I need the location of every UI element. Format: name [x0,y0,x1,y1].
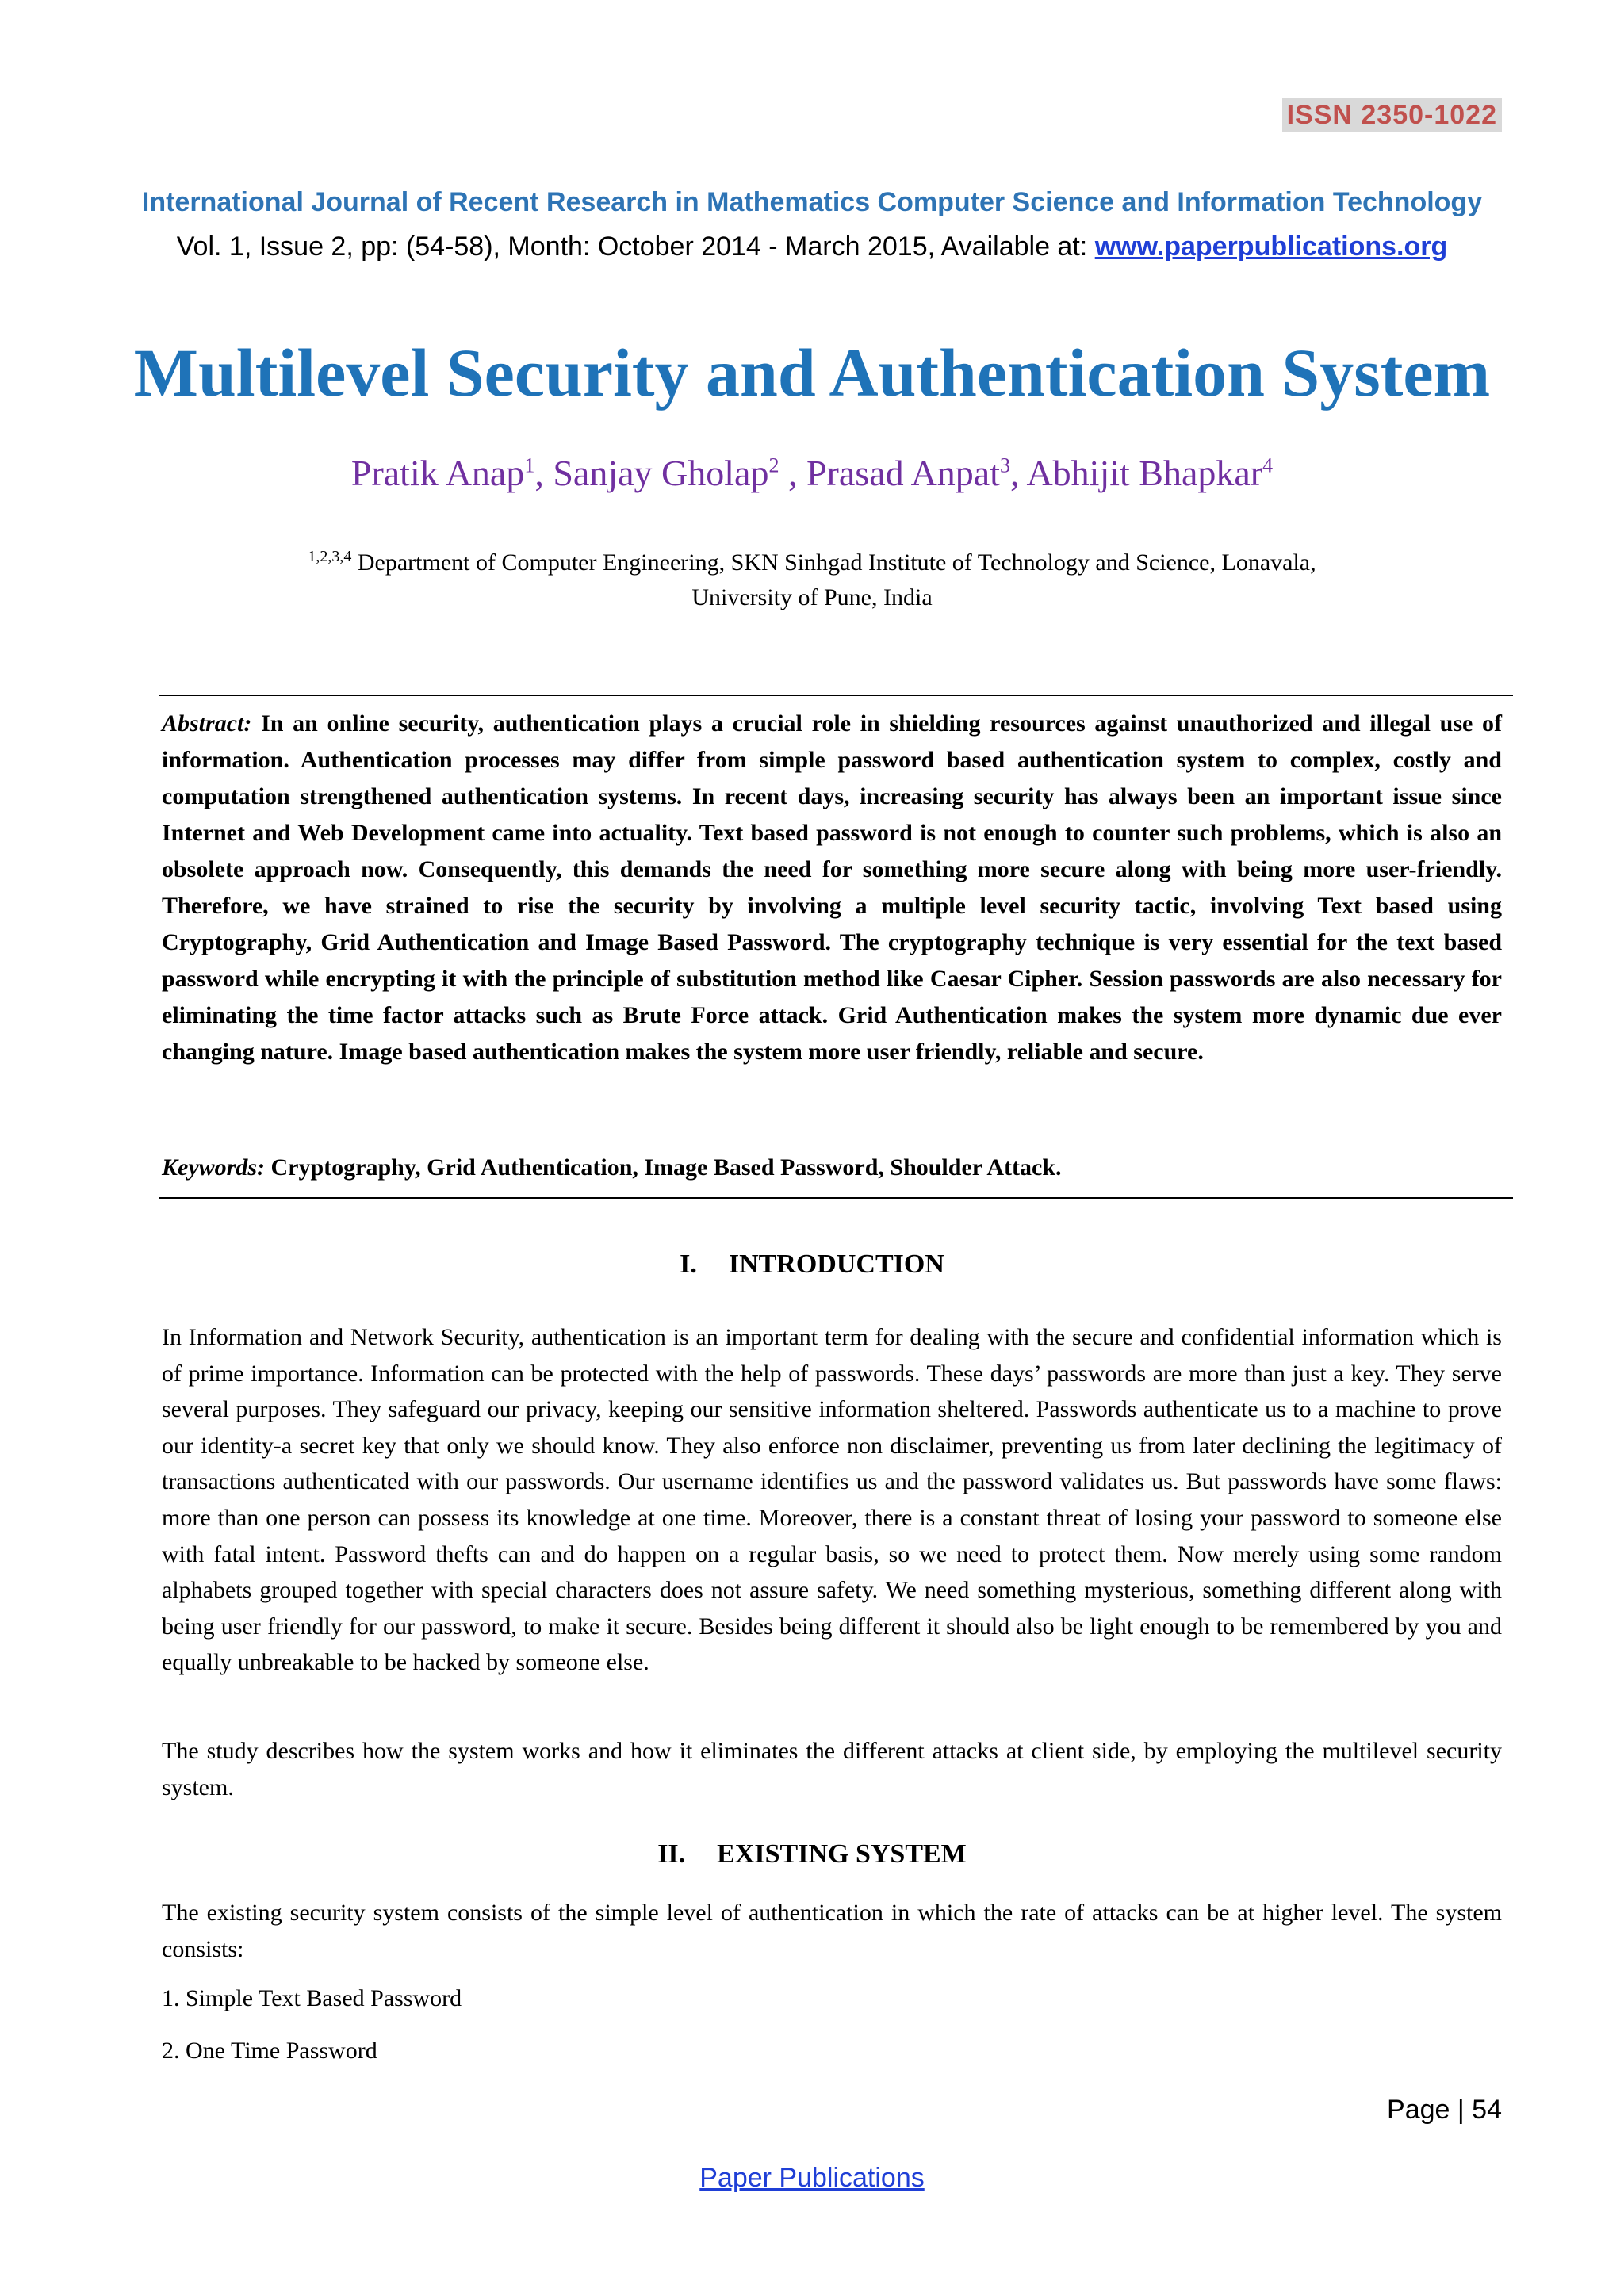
publisher-link[interactable]: Paper Publications [699,2163,925,2193]
journal-name: International Journal of Recent Research in Mathematics Computer Science and Information Technology [141,187,1483,217]
abstract-label: Abstract: [162,710,252,737]
author-name: Pratik Anap [350,453,525,493]
author-list: Pratik Anap$^1$, Sanjay Gholap$^2$ , Prasad Anpat$^3$, Abhijit Bhapkar$^4$ [350,453,1274,493]
list-item: 1. Simple Text Based Password [162,1985,462,2011]
website-link[interactable]: www.paperpublications.org [1094,232,1448,262]
author-name: Prasad Anpat [806,453,1000,493]
keywords [162,1154,1502,1181]
section-title: INTRODUCTION [728,1249,944,1279]
introduction-paragraph-2: The study describes how the system works and how it eliminates the different attacks at client side, by employing the multilevel security system. [162,1738,1502,1800]
keywords-label: Keywords: [162,1154,265,1181]
issn-badge: ISSN 2350-1022 [1282,98,1502,132]
section-number: I. [680,1249,697,1279]
affiliation-line1: Department of Computer Engineering, SKN Sinhgad Institute of Technology and Science, Lonavala, [351,549,1316,576]
abstract-text: In an online security, authentication plays a crucial role in shielding resources against unauthorized and illegal use of information. Authentication processes may differ from simple password based authentication system to complex, costly and computation strengthened authentication systems. In recent days, increasing security has always been an important issue since Internet and Web Development came into actuality. Text based password is not enough to counter such problems, which is also an obsolete approach now. Consequently, this demands the need for something more secure along with being more user-friendly. Therefore, we have strained to rise the security by involving a multiple level security tactic, involving Text based using Cryptography, Grid Authentication and Image Based Password. The cryptography technique is very essential for the text based password while encrypting it with the principle of substitution method like Caesar Cipher. Session passwords are also necessary for eliminating the time factor attacks such as Brute Force attack. Grid Authentication makes the system more dynamic due ever changing nature. Image based authentication makes the system more user friendly, reliable and secure. [162,710,1503,1065]
author-sup: 3 [999,453,1010,477]
section-heading-introduction [0,1249,1624,1280]
author-name: Sanjay Gholap [553,453,769,493]
author-sup: 2 [768,453,779,477]
list-item: 2. One Time Password [162,2038,377,2064]
keywords-text: Cryptography, Grid Authentication, Image Based Password, Shoulder Attack. [265,1154,1062,1181]
volume-text: Vol. 1, Issue 2, pp: (54-58), Month: October 2014 - March 2015, Available at: [176,232,1095,262]
abstract [162,706,1502,1070]
affiliation-sup: 1,2,3,4 [308,548,352,565]
section-number: II. [657,1839,686,1869]
affiliation-line2: University of Pune, India [691,584,933,610]
abstract-bottom-rule [159,1197,1513,1199]
page-number: Page | 54 [1387,2095,1502,2125]
section-heading-existing-system [0,1839,1624,1869]
author-name: Abhijit Bhapkar [1026,453,1263,493]
volume-info [0,232,1624,262]
affiliation [159,539,1465,615]
section-title: EXISTING SYSTEM [717,1839,967,1869]
author-sup: 4 [1262,453,1274,477]
paper-title: Multilevel Security and Authentication System [133,335,1491,411]
introduction-paragraph-1: In Information and Network Security, authentication is an important term for dealing with the secure and confidential information which is of prime importance. Information can be protected with the help of passwords. These days’ passwords are more than just a key. They serve several purposes. They safeguard our privacy, keeping our sensitive information sheltered. Passwords authenticate us to a machine to prove our identity-a secret key that only we should know. They also enforce non disclaimer, preventing us from later declining the legitimacy of transactions authenticated with our passwords. Our username identifies us and the password validates us. But passwords have some flaws: more than one person can possess its knowledge at one time. Moreover, there is a constant threat of losing your password to someone else with fatal intent. Password thefts can and do happen on a regular basis, so we need to protect them. Now merely using some random alphabets grouped together with special characters does not assure safety. We need something mysterious, something different along with being user friendly for our password, to make it secure. Besides being different it should also be light enough to be remembered by you and equally unbreakable to be hacked by someone else. [162,1324,1502,1676]
abstract-top-rule [159,695,1513,696]
existing-system-paragraph: The existing security system consists of the simple level of authentication in which the rate of attacks can be at higher level. The system consists: [162,1900,1502,1962]
author-sup: 1 [524,453,535,477]
